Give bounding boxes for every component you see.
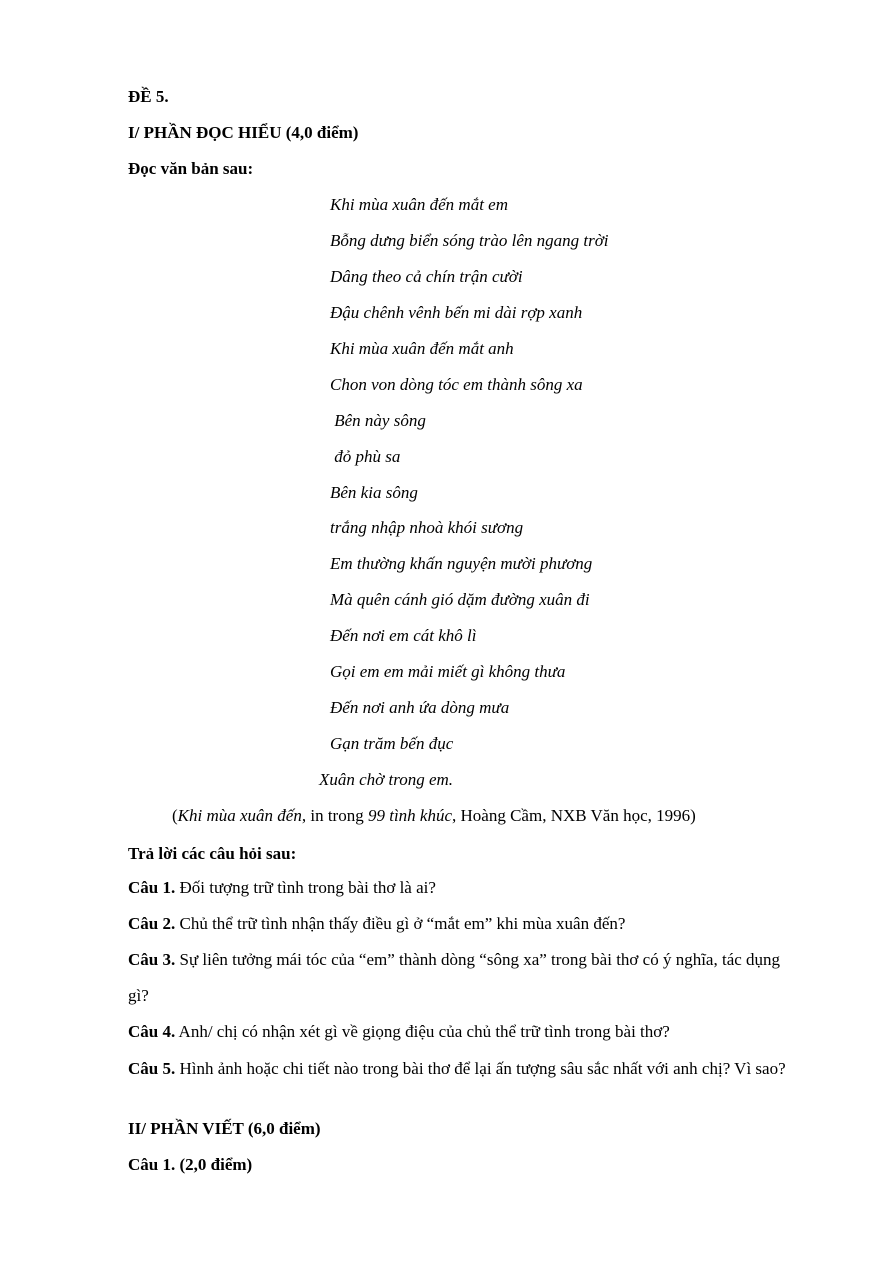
part2-heading: II/ PHẦN VIẾT (6,0 điểm) — [128, 1119, 321, 1138]
poem-line: Bỗng dưng biển sóng trào lên ngang trời — [330, 231, 609, 250]
part1-heading: I/ PHẦN ĐỌC HIỂU (4,0 điểm) — [128, 123, 359, 142]
poem-line: Khi mùa xuân đến mắt anh — [330, 339, 514, 358]
citation-collection: 99 tình khúc — [367, 806, 453, 825]
poem-line: Đậu chênh vênh bến mi dài rợp xanh — [330, 303, 583, 322]
questions-heading: Trả lời các câu hỏi sau: — [128, 844, 297, 863]
question-text: Chủ thể trữ tình nhận thấy điều gì ở “mắt em” khi mùa xuân đến? — [175, 914, 626, 933]
question-3 — [128, 942, 788, 1014]
source-citation — [172, 805, 696, 827]
question-label: Câu 1. — [128, 878, 176, 897]
poem-line: Gọi em em mải miết gì không thưa — [330, 662, 566, 681]
part2-question-1: Câu 1. (2,0 điểm) — [128, 1155, 253, 1174]
citation-middle: , in trong — [301, 806, 368, 825]
read-instruction: Đọc văn bản sau: — [128, 159, 254, 178]
citation-poem-title: Khi mùa xuân đến — [177, 806, 302, 825]
poem-line: Gạn trăm bến đục — [330, 734, 454, 753]
citation-rest: , Hoàng Cầm, NXB Văn học, 1996) — [452, 806, 696, 825]
poem-line: trắng nhập nhoà khói sương — [330, 518, 524, 537]
question-1 — [128, 877, 436, 899]
question-text: Sự liên tưởng mái tóc của “em” thành dòng “sông xa” trong bài thơ có ý nghĩa, tác dụng gì? — [128, 950, 781, 1005]
poem-line: Mà quên cánh gió dặm đường xuân đi — [330, 590, 590, 609]
poem-line: Chon von dòng tóc em thành sông xa — [330, 375, 583, 394]
poem-line: Bên này sông — [330, 411, 426, 430]
poem-line: Xuân chờ trong em. — [319, 770, 454, 789]
question-label: Câu 3. — [128, 950, 176, 969]
poem-line: Đến nơi em cát khô lì — [330, 626, 477, 645]
question-label: Câu 4. — [128, 1022, 176, 1041]
question-2 — [128, 913, 625, 935]
question-label: Câu 2. — [128, 914, 176, 933]
poem-line: đỏ phù sa — [330, 447, 401, 466]
question-label: Câu 5. — [128, 1059, 176, 1078]
poem-line: Em thường khấn nguyện mười phương — [330, 554, 593, 573]
exam-title: ĐỀ 5. — [128, 87, 169, 106]
question-4 — [128, 1021, 670, 1043]
question-text: Hình ảnh hoặc chi tiết nào trong bài thơ để lại ấn tượng sâu sắc nhất với anh chị? Vì sao? — [175, 1059, 786, 1078]
question-text: Đối tượng trữ tình trong bài thơ là ai? — [175, 878, 436, 897]
question-5 — [128, 1057, 788, 1080]
poem-line: Khi mùa xuân đến mắt em — [330, 195, 509, 214]
poem-line: Đến nơi anh ứa dòng mưa — [330, 698, 510, 717]
question-text: Anh/ chị có nhận xét gì về giọng điệu của chủ thể trữ tình trong bài thơ? — [175, 1022, 670, 1041]
poem-line: Bên kia sông — [330, 483, 418, 502]
poem-line: Dâng theo cả chín trận cười — [330, 267, 523, 286]
citation-open: ( — [172, 806, 178, 825]
